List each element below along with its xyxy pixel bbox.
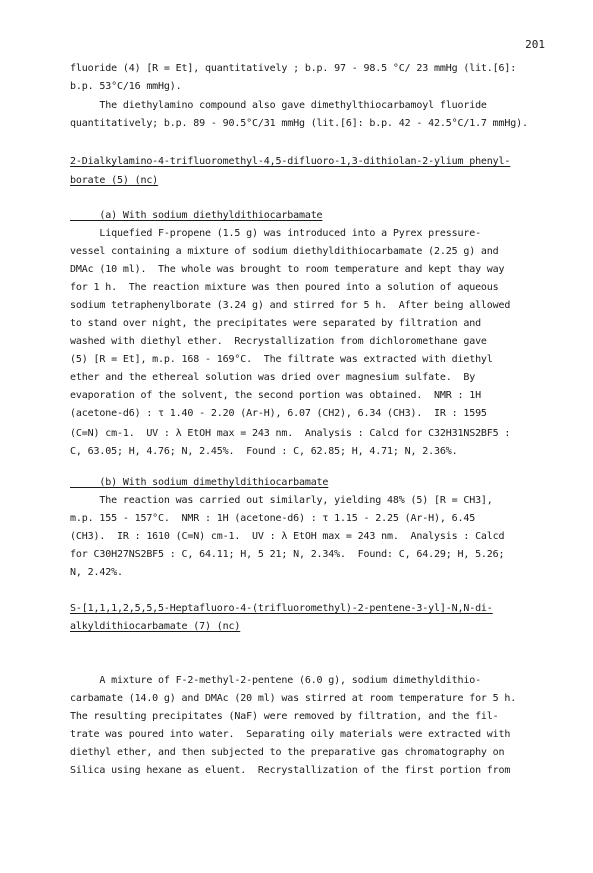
text-line: quantitatively; b.p. 89 - 90.5°C/31 mmHg (lit.[6]: b.p. 42 - 42.5°C/1.7 mmHg). xyxy=(70,118,528,129)
text-line: for 1 h. The reaction mixture was then poured into a solution of aqueous xyxy=(70,282,499,293)
text-line: (C=N) cm-1. UV : λ EtOH max = 243 nm. Analysis : Calcd for C32H31NS2BF5 : xyxy=(70,428,511,439)
text-line: evaporation of the solvent, the second portion was obtained. NMR : 1H xyxy=(70,390,481,401)
text-line: m.p. 155 - 157°C. NMR : 1H (acetone-d6) : τ 1.15 - 2.25 (Ar-H), 6.45 xyxy=(70,513,476,524)
text-line: ether and the ethereal solution was dried over magnesium sulfate. By xyxy=(70,372,476,383)
section-heading: S-[1,1,1,2,5,5,5-Heptafluoro-4-(trifluoromethyl)-2-pentene-3-yl]-N,N-di- xyxy=(70,603,493,614)
text-line: sodium tetraphenylborate (3.24 g) and stirred for 5 h. After being allowed xyxy=(70,300,511,311)
text-line: Silica using hexane as eluent. Recrystallization of the first portion from xyxy=(70,765,511,776)
text-line: (acetone-d6) : τ 1.40 - 2.20 (Ar-H), 6.07 (CH2), 6.34 (CH3). IR : 1595 xyxy=(70,408,487,419)
section-heading: 2-Dialkylamino-4-trifluoromethyl-4,5-difluoro-1,3-dithiolan-2-ylium phenyl- xyxy=(70,156,511,167)
section-heading: borate (5) (nc) xyxy=(70,175,159,186)
text-line: diethyl ether, and then subjected to the preparative gas chromatography on xyxy=(70,747,505,758)
text-line: vessel containing a mixture of sodium diethyldithiocarbamate (2.25 g) and xyxy=(70,246,499,257)
text-line: to stand over night, the precipitates were separated by filtration and xyxy=(70,318,481,329)
text-line: (5) [R = Et], m.p. 168 - 169°C. The filtrate was extracted with diethyl xyxy=(70,354,493,365)
text-line: DMAc (10 ml). The whole was brought to room temperature and kept thay way xyxy=(70,264,505,275)
text-line: carbamate (14.0 g) and DMAc (20 ml) was stirred at room temperature for 5 h. xyxy=(70,693,517,704)
subsection-heading: (a) With sodium diethyldithiocarbamate xyxy=(70,210,323,221)
text-line: A mixture of F-2-methyl-2-pentene (6.0 g), sodium dimethyldithio- xyxy=(70,675,481,686)
page-number: 201 xyxy=(525,38,545,51)
text-line: The diethylamino compound also gave dimethylthiocarbamoyl fluoride xyxy=(70,100,487,111)
text-line: Liquefied F-propene (1.5 g) was introduced into a Pyrex pressure- xyxy=(70,228,481,239)
text-line: The resulting precipitates (NaF) were removed by filtration, and the fil- xyxy=(70,711,499,722)
text-line: The reaction was carried out similarly, yielding 48% (5) [R = CH3], xyxy=(70,495,493,506)
subsection-heading: (b) With sodium dimethyldithiocarbamate xyxy=(70,477,329,488)
text-line: trate was poured into water. Separating oily materials were extracted with xyxy=(70,729,511,740)
text-line: N, 2.42%. xyxy=(70,567,123,578)
text-line: b.p. 53°C/16 mmHg). xyxy=(70,81,182,92)
text-line: fluoride (4) [R = Et], quantitatively ; b.p. 97 - 98.5 °C/ 23 mmHg (lit.[6]: xyxy=(70,63,517,74)
section-heading: alkyldithiocarbamate (7) (nc) xyxy=(70,621,241,632)
text-line: C, 63.05; H, 4.76; N, 2.45%. Found : C, 62.85; H, 4.71; N, 2.36%. xyxy=(70,446,458,457)
text-line: for C30H27NS2BF5 : C, 64.11; H, 5 21; N, 2.34%. Found: C, 64.29; H, 5.26; xyxy=(70,549,505,560)
text-line: washed with diethyl ether. Recrystallization from dichloromethane gave xyxy=(70,336,487,347)
text-line: (CH3). IR : 1610 (C=N) cm-1. UV : λ EtOH max = 243 nm. Analysis : Calcd xyxy=(70,531,505,542)
